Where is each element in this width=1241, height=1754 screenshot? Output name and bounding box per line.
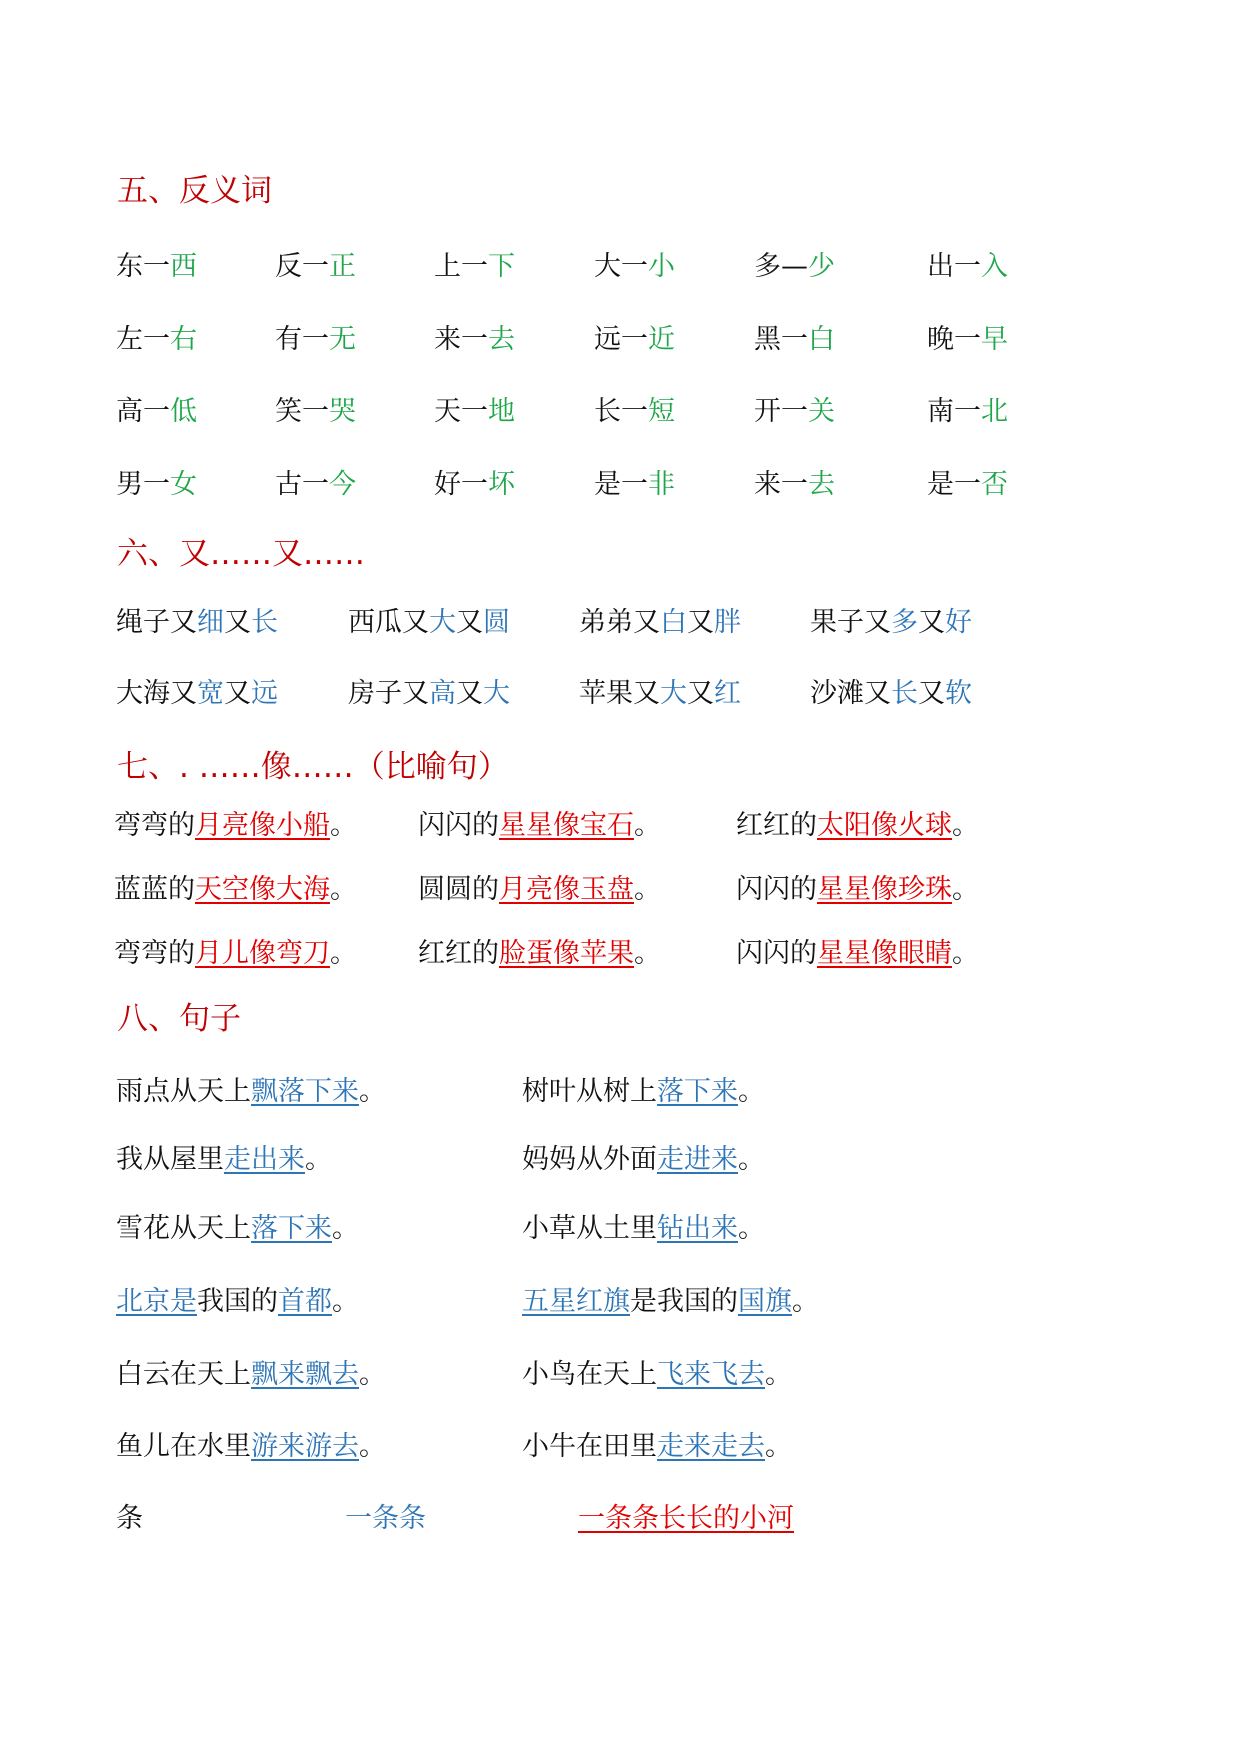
antonym-pair [754,253,835,280]
sentence-answer: 游来游去 [251,1431,359,1462]
simile-period: 。 [952,874,979,905]
antonym-word: 古一 [275,469,329,500]
antonym-pair [275,471,356,498]
antonym-answer: 坏 [488,469,515,500]
sentence-middle: 我国的 [197,1286,278,1317]
antonym-word: 出一 [927,251,981,282]
simile-period: 。 [330,810,357,841]
antonym-answer: 短 [648,396,675,427]
antonym-word: 开一 [754,396,808,427]
sentence-answer: 飘落下来 [251,1076,359,1107]
phrase-connector: 又 [456,607,483,638]
simile-period: 。 [634,810,661,841]
sentence-period: 。 [792,1286,819,1317]
simile-prefix: 红红的 [736,810,817,841]
antonym-pair [116,253,197,280]
phrase-adjective: 细 [197,607,224,638]
sentence [116,1146,332,1173]
phrase-subject: 房子又 [348,678,429,709]
antonym-pair [116,471,197,498]
antonym-word: 南一 [927,396,981,427]
simile-period: 。 [952,938,979,969]
antonym-answer: 今 [329,469,356,500]
antonym-answer: 去 [808,469,835,500]
antonym-answer: 白 [808,324,835,355]
antonym-pair [434,398,515,425]
sentence-period: 。 [738,1076,765,1107]
phrase-adjective: 远 [251,678,278,709]
antonym-word: 有一 [275,324,329,355]
simile-period: 。 [330,874,357,905]
sentence-period: 。 [738,1144,765,1175]
phrase-adjective: 胖 [714,607,741,638]
antonym-answer: 否 [981,469,1008,500]
phrase-connector: 又 [687,678,714,709]
sentence-prefix: 雪花从天上 [116,1213,251,1244]
phrase-adjective: 圆 [483,607,510,638]
antonym-pair [927,398,1008,425]
sentence [522,1146,765,1173]
sentence-answer: 飘来飘去 [251,1359,359,1390]
antonym-word: 高一 [116,396,170,427]
antonym-pair [275,326,356,353]
simile-prefix: 闪闪的 [736,874,817,905]
phrase-adjective: 大 [483,678,510,709]
antonym-word: 天一 [434,396,488,427]
simile-sentence [418,876,661,903]
sentence-prefix: 妈妈从外面 [522,1144,657,1175]
section-8-heading: 八、句子 [117,1001,241,1037]
antonym-pair [927,471,1008,498]
antonym-pair [594,398,675,425]
antonym-answer: 女 [170,469,197,500]
simile-answer: 月亮像小船 [195,810,330,841]
sentence-subject: 北京是 [116,1286,197,1317]
simile-prefix: 红红的 [418,938,499,969]
antonym-answer: 非 [648,469,675,500]
sentence [116,1215,359,1242]
phrase-adjective: 高 [429,678,456,709]
simile-sentence [114,940,357,967]
antonym-answer: 无 [329,324,356,355]
simile-answer: 星星像眼睛 [817,938,952,969]
tiao-phrase: 一条条长长的小河 [578,1503,794,1534]
antonym-answer: 少 [808,251,835,282]
simile-sentence [736,940,979,967]
phrase-subject: 弟弟又 [579,607,660,638]
sentence-prefix: 我从屋里 [116,1144,224,1175]
antonym-answer: 低 [170,396,197,427]
antonym-word: 笑一 [275,396,329,427]
simile-period: 。 [634,938,661,969]
sentence [116,1078,386,1105]
sentence-period: 。 [359,1431,386,1462]
sentence-subject: 五星红旗 [522,1286,630,1317]
antonym-answer: 去 [488,324,515,355]
antonym-answer: 关 [808,396,835,427]
sentence-answer: 落下来 [251,1213,332,1244]
simile-answer: 星星像珍珠 [817,874,952,905]
simile-sentence [114,876,357,903]
sentence-answer: 钻出来 [657,1213,738,1244]
phrase-subject: 西瓜又 [348,607,429,638]
antonym-answer: 近 [648,324,675,355]
phrase-adjective: 白 [660,607,687,638]
sentence-prefix: 树叶从树上 [522,1076,657,1107]
sentence [116,1361,386,1388]
antonym-pair [275,398,356,425]
phrase-subject: 苹果又 [579,678,660,709]
sentence-prefix: 小鸟在天上 [522,1359,657,1390]
antonym-word: 大一 [594,251,648,282]
simile-sentence [736,876,979,903]
antonym-answer: 西 [170,251,197,282]
phrase-subject: 大海又 [116,678,197,709]
antonym-word: 远一 [594,324,648,355]
simile-prefix: 蓝蓝的 [114,874,195,905]
phrase-connector: 又 [224,678,251,709]
sentence-period: 。 [359,1076,386,1107]
antonym-word: 是一 [927,469,981,500]
simile-prefix: 闪闪的 [736,938,817,969]
antonym-pair [275,253,356,280]
simile-sentence [418,940,661,967]
antonym-word: 男一 [116,469,170,500]
sentence-period: 。 [765,1431,792,1462]
antonym-word: 晚一 [927,324,981,355]
sentence-period: 。 [359,1359,386,1390]
antonym-answer: 正 [329,251,356,282]
phrase-adjective: 红 [714,678,741,709]
antonym-pair [434,253,515,280]
phrase-subject: 绳子又 [116,607,197,638]
antonym-pair [116,398,197,425]
sentence-answer: 飞来飞去 [657,1359,765,1390]
sentence-period: 。 [332,1213,359,1244]
sentence-flag [522,1288,819,1315]
sentence [522,1433,792,1460]
phrase-connector: 又 [918,678,945,709]
antonym-answer: 入 [981,251,1008,282]
phrase-adjective: 宽 [197,678,224,709]
simile-period: 。 [634,874,661,905]
you-you-phrase [810,680,972,707]
sentence-prefix: 小牛在田里 [522,1431,657,1462]
sentence-prefix: 雨点从天上 [116,1076,251,1107]
antonym-answer: 地 [488,396,515,427]
antonym-pair [927,326,1008,353]
simile-answer: 脸蛋像苹果 [499,938,634,969]
antonym-answer: 小 [648,251,675,282]
sentence-prefix: 白云在天上 [116,1359,251,1390]
antonym-word: 上一 [434,251,488,282]
section-7-heading: 七、. ……像……（比喻句） [117,749,509,785]
phrase-adjective: 好 [945,607,972,638]
tiao-word: 条 [116,1503,143,1534]
phrase-adjective: 大 [660,678,687,709]
tiao-measure: 一条条 [345,1503,426,1534]
antonym-pair [754,326,835,353]
phrase-adjective: 软 [945,678,972,709]
simile-answer: 星星像宝石 [499,810,634,841]
you-you-phrase [116,680,278,707]
antonym-pair [594,471,675,498]
you-you-phrase [348,680,510,707]
sentence-object: 国旗 [738,1286,792,1317]
sentence-object: 首都 [278,1286,332,1317]
simile-answer: 太阳像火球 [817,810,952,841]
antonym-answer: 下 [488,251,515,282]
antonym-pair [754,471,835,498]
simile-prefix: 闪闪的 [418,810,499,841]
phrase-adjective: 多 [891,607,918,638]
phrase-adjective: 大 [429,607,456,638]
phrase-connector: 又 [918,607,945,638]
antonym-pair [754,398,835,425]
antonym-answer: 北 [981,396,1008,427]
antonym-pair [594,326,675,353]
sentence [522,1215,765,1242]
simile-prefix: 弯弯的 [114,810,195,841]
phrase-adjective: 长 [251,607,278,638]
antonym-pair [434,326,515,353]
sentence-middle: 是我国的 [630,1286,738,1317]
antonym-word: 长一 [594,396,648,427]
antonym-word: 是一 [594,469,648,500]
phrase-connector: 又 [687,607,714,638]
antonym-pair [116,326,197,353]
simile-answer: 月儿像弯刀 [195,938,330,969]
sentence-answer: 走出来 [224,1144,305,1175]
sentence-answer: 落下来 [657,1076,738,1107]
simile-sentence [114,812,357,839]
simile-prefix: 弯弯的 [114,938,195,969]
section-5-heading: 五、反义词 [117,173,272,209]
phrase-adjective: 长 [891,678,918,709]
sentence-answer: 走来走去 [657,1431,765,1462]
sentence-prefix: 小草从土里 [522,1213,657,1244]
phrase-connector: 又 [456,678,483,709]
simile-answer: 月亮像玉盘 [499,874,634,905]
antonym-pair [927,253,1008,280]
antonym-answer: 哭 [329,396,356,427]
simile-sentence [736,812,979,839]
antonym-word: 来一 [754,469,808,500]
you-you-phrase [810,609,972,636]
you-you-phrase [579,680,741,707]
you-you-phrase [579,609,741,636]
simile-prefix: 圆圆的 [418,874,499,905]
antonym-answer: 早 [981,324,1008,355]
sentence-beijing [116,1288,359,1315]
simile-sentence [418,812,661,839]
sentence-period: 。 [332,1286,359,1317]
sentence-period: 。 [738,1213,765,1244]
antonym-pair [434,471,515,498]
antonym-word: 左一 [116,324,170,355]
simile-answer: 天空像大海 [195,874,330,905]
sentence-period: 。 [305,1144,332,1175]
section-6-heading: 六、又……又…… [117,536,365,572]
phrase-subject: 沙滩又 [810,678,891,709]
sentence-answer: 走进来 [657,1144,738,1175]
phrase-subject: 果子又 [810,607,891,638]
simile-period: 。 [330,938,357,969]
sentence [522,1361,792,1388]
sentence-period: 。 [765,1359,792,1390]
sentence-prefix: 鱼儿在水里 [116,1431,251,1462]
antonym-pair [594,253,675,280]
antonym-word: 东一 [116,251,170,282]
sentence [116,1433,386,1460]
you-you-phrase [116,609,278,636]
antonym-word: 反一 [275,251,329,282]
antonym-word: 来一 [434,324,488,355]
antonym-answer: 右 [170,324,197,355]
antonym-word: 多— [754,251,808,282]
simile-period: 。 [952,810,979,841]
antonym-word: 好一 [434,469,488,500]
antonym-word: 黑一 [754,324,808,355]
sentence [522,1078,765,1105]
you-you-phrase [348,609,510,636]
phrase-connector: 又 [224,607,251,638]
